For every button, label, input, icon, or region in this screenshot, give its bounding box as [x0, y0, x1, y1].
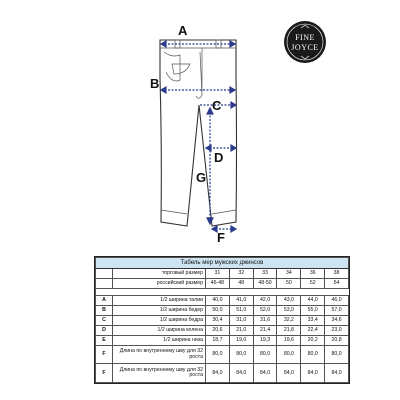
row-value: 84,0 — [206, 364, 230, 383]
row-value: 20,8 — [325, 336, 349, 346]
spacer-cell — [229, 289, 253, 296]
header-size-cell: 52 — [301, 279, 325, 289]
size-table — [94, 256, 350, 384]
row-value: 22,4 — [301, 326, 325, 336]
row-value: 20,2 — [301, 336, 325, 346]
row-value: 23,0 — [325, 326, 349, 336]
row-value: 84,0 — [253, 364, 277, 383]
row-letter: C — [96, 316, 113, 326]
row-value: 43,0 — [277, 296, 301, 306]
row-label: 1/2 ширина бедер — [113, 306, 206, 316]
spacer-cell — [301, 289, 325, 296]
header-size-cell: 38 — [325, 269, 349, 279]
row-label: Длина по внутреннему шву для 32 роста — [113, 346, 206, 364]
header-size-cell: 46-48 — [206, 279, 230, 289]
row-letter: F — [96, 364, 113, 383]
label-b: B — [150, 76, 160, 91]
row-value: 84,0 — [277, 364, 301, 383]
row-label: 1/2 ширина бедра — [113, 316, 206, 326]
row-value: 52,0 — [253, 306, 277, 316]
row-label: 1/2 ширина низа — [113, 336, 206, 346]
jeans-outline — [160, 40, 237, 226]
row-value: 21,4 — [253, 326, 277, 336]
row-value: 19,0 — [229, 336, 253, 346]
row-letter: B — [96, 306, 113, 316]
header-size-cell: 48-50 — [253, 279, 277, 289]
row-value: 20,6 — [206, 326, 230, 336]
row-value: 80,0 — [229, 346, 253, 364]
table-row — [96, 364, 349, 383]
row-value: 21,8 — [277, 326, 301, 336]
row-value: 46,0 — [325, 296, 349, 306]
label-d: D — [214, 150, 224, 165]
spacer-cell — [325, 289, 349, 296]
row-value: 31,6 — [253, 316, 277, 326]
row-value: 80,0 — [253, 346, 277, 364]
row-value: 31,0 — [229, 316, 253, 326]
row-label: Длина по внутреннему шву для 32 роста — [113, 364, 206, 383]
row-value: 18,7 — [206, 336, 230, 346]
spacer-cell — [206, 289, 230, 296]
row-value: 80,0 — [206, 346, 230, 364]
row-value: 84,0 — [301, 364, 325, 383]
header-size-cell: 48 — [229, 279, 253, 289]
row-value: 19,3 — [253, 336, 277, 346]
table-row — [96, 336, 349, 346]
row-value: 19,6 — [277, 336, 301, 346]
table-row — [96, 326, 349, 336]
row-value: 53,0 — [277, 306, 301, 316]
table-row — [96, 306, 349, 316]
row-value: 55,0 — [301, 306, 325, 316]
label-g: G — [196, 170, 207, 185]
table-header-row — [96, 269, 349, 279]
row-value: 51,0 — [229, 306, 253, 316]
row-value: 84,0 — [229, 364, 253, 383]
row-value: 41,0 — [229, 296, 253, 306]
row-value: 42,0 — [253, 296, 277, 306]
header-letter-cell — [96, 279, 113, 289]
logo-line1: FINE — [295, 33, 315, 42]
row-value: 32,2 — [277, 316, 301, 326]
label-a: A — [178, 23, 188, 38]
table-row — [96, 346, 349, 364]
spacer-cell — [277, 289, 301, 296]
row-value: 57,0 — [325, 306, 349, 316]
row-value: 21,0 — [229, 326, 253, 336]
row-value: 80,0 — [277, 346, 301, 364]
table-spacer-row — [96, 289, 349, 296]
row-letter: A — [96, 296, 113, 306]
row-label: 1/2 ширина колена — [113, 326, 206, 336]
row-value: 50,0 — [206, 306, 230, 316]
row-letter: F — [96, 346, 113, 364]
table-title: Табель мер мужских джинсов — [96, 258, 349, 269]
row-value: 34,6 — [325, 316, 349, 326]
header-label: торговый размер — [113, 269, 206, 279]
row-label: 1/2 ширина талии — [113, 296, 206, 306]
spacer-cell — [96, 289, 113, 296]
label-c: C — [212, 98, 222, 113]
table-row — [96, 316, 349, 326]
header-letter-cell — [96, 269, 113, 279]
row-value: 40,0 — [206, 296, 230, 306]
header-size-cell: 54 — [325, 279, 349, 289]
row-value: 84,0 — [325, 364, 349, 383]
row-value: 80,0 — [301, 346, 325, 364]
header-size-cell: 50 — [277, 279, 301, 289]
brand-logo — [284, 21, 326, 63]
header-size-cell: 36 — [301, 269, 325, 279]
header-size-cell: 31 — [206, 269, 230, 279]
row-value: 33,4 — [301, 316, 325, 326]
header-size-cell: 33 — [253, 269, 277, 279]
row-letter: D — [96, 326, 113, 336]
row-letter: E — [96, 336, 113, 346]
header-label: российский размер — [113, 279, 206, 289]
table-header-row — [96, 279, 349, 289]
spacer-cell — [253, 289, 277, 296]
table-row — [96, 296, 349, 306]
spacer-cell — [113, 289, 206, 296]
header-size-cell: 32 — [229, 269, 253, 279]
row-value: 30,4 — [206, 316, 230, 326]
label-f: F — [217, 230, 225, 245]
header-size-cell: 34 — [277, 269, 301, 279]
logo-line2: JOYCE — [291, 43, 319, 52]
row-value: 80,0 — [325, 346, 349, 364]
row-value: 44,0 — [301, 296, 325, 306]
table-title-row — [96, 258, 349, 269]
